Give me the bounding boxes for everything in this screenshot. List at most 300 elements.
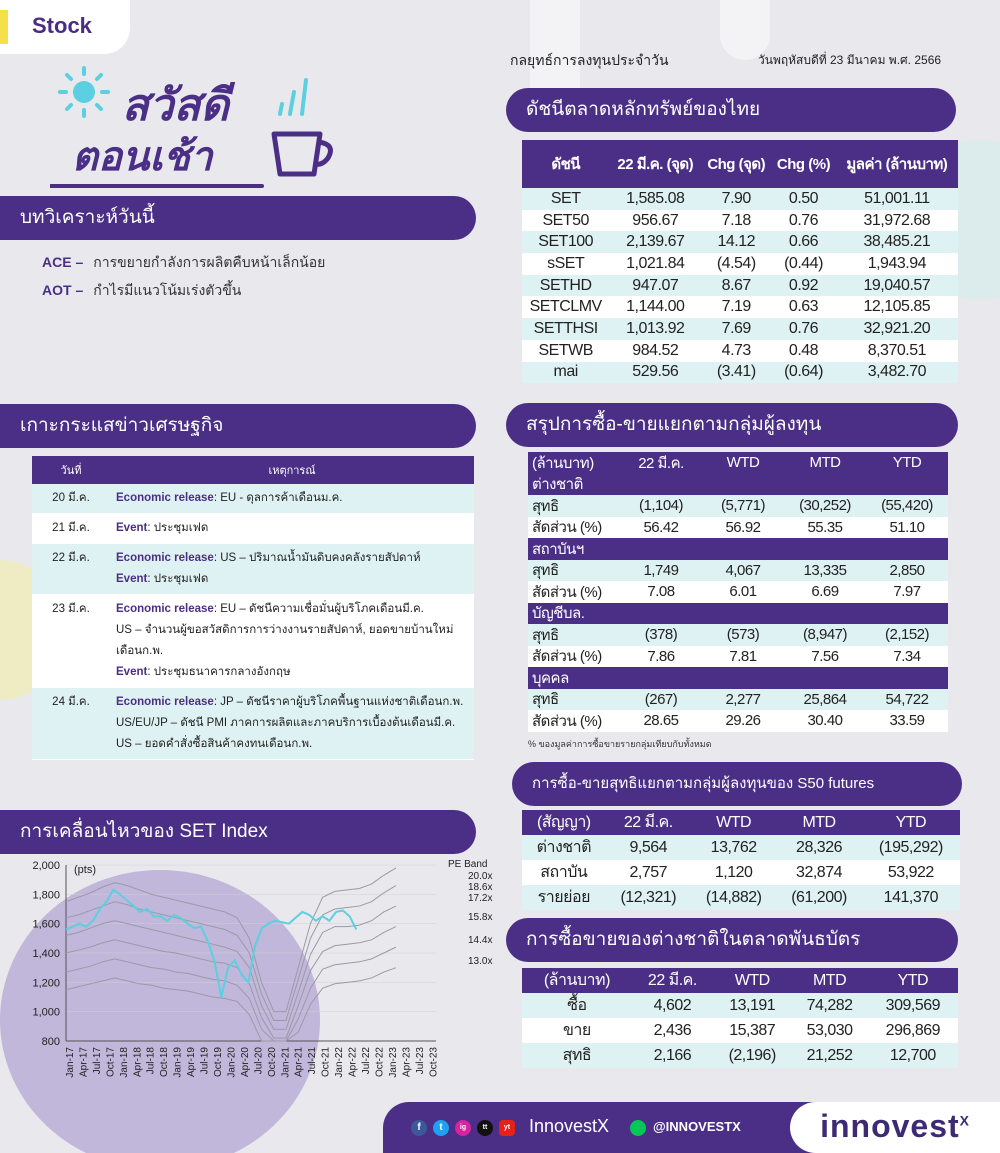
table-cell: (55,420) <box>881 497 933 515</box>
table-cell: 309,569 <box>868 993 958 1018</box>
y-axis-label: (pts) <box>74 864 96 876</box>
sector-row <box>528 517 948 539</box>
table-row <box>522 1018 958 1043</box>
table-cell: 22 มี.ค. <box>638 454 684 472</box>
x-tick-label: Oct-22 <box>374 1047 386 1078</box>
table-cell: 7.90 <box>701 188 771 210</box>
analysis-title: บทวิเคราะห์วันนี้ <box>20 207 155 228</box>
table-cell: 28.65 <box>643 712 679 730</box>
column-header: Chg (จุด) <box>701 140 771 188</box>
stock-tab <box>0 0 130 54</box>
column-header: (ล้านบาท) <box>522 968 632 993</box>
table-cell: 25,864 <box>803 690 847 708</box>
futures-header <box>512 762 962 806</box>
table-cell: SETHD <box>522 275 609 297</box>
table-row <box>522 340 958 362</box>
table-cell: 1,749 <box>643 561 679 579</box>
news-date: 22 มี.ค. <box>32 544 110 595</box>
pe-band-label: 17.2x <box>468 893 493 904</box>
news-row <box>32 544 474 595</box>
x-tick-label: Jan-23 <box>387 1047 399 1078</box>
table-cell: SETWB <box>522 340 609 362</box>
table-cell: 51.10 <box>889 518 925 536</box>
table-row <box>522 188 958 210</box>
column-header: MTD <box>776 810 861 835</box>
table-row <box>522 993 958 1018</box>
news-date: 21 มี.ค. <box>32 514 110 544</box>
news-text: US – ยอดคำสั่งซื้อสินค้าคงทนเดือนก.พ. <box>116 738 313 750</box>
news-text: : EU - ดุลการค้าเดือนม.ค. <box>213 492 343 504</box>
table-cell: 74,282 <box>791 993 867 1018</box>
sector-row <box>528 495 948 517</box>
x-tick-label: Jul-19 <box>199 1047 211 1075</box>
thai-index-header <box>506 88 956 132</box>
table-cell: 0.50 <box>771 188 835 210</box>
table-cell: 0.76 <box>771 210 835 232</box>
x-tick-label: Jul-22 <box>361 1047 372 1075</box>
table-row <box>522 362 958 384</box>
news-events <box>110 688 474 760</box>
table-cell: 1,120 <box>691 860 776 885</box>
table-cell: SETTHSI <box>522 318 609 340</box>
x-tick-label: Jan-17 <box>65 1047 76 1078</box>
table-cell: (2,196) <box>713 1043 791 1068</box>
news-text: : US – ปริมาณน้ำมันดิบคงคลังรายสัปดาห์ <box>213 552 421 564</box>
news-line <box>116 662 468 683</box>
coffee-cup-icon <box>274 134 330 174</box>
news-tag: Event <box>116 573 148 585</box>
table-cell: (0.44) <box>771 253 835 275</box>
table-cell: (4.54) <box>701 253 771 275</box>
bonds-table <box>522 968 958 1068</box>
table-cell: ขาย <box>522 1018 632 1043</box>
table-cell: 947.07 <box>609 275 701 297</box>
table-header-row <box>522 140 958 188</box>
table-cell: 7.08 <box>647 583 675 601</box>
pe-band-legend-title: PE Band <box>448 859 488 870</box>
table-cell: 7.56 <box>811 647 839 665</box>
analysis-item[interactable] <box>42 252 325 274</box>
pe-band-line <box>66 968 396 1041</box>
sector-row <box>528 560 948 582</box>
sector-row <box>528 646 948 668</box>
table-cell: 6.01 <box>729 583 757 601</box>
table-row <box>522 210 958 232</box>
sector-table <box>528 452 948 732</box>
news-line <box>116 518 468 539</box>
news-tag: Event <box>116 666 148 678</box>
table-header-row <box>32 456 474 484</box>
sector-row <box>528 581 948 603</box>
pe-band-line <box>66 906 396 1029</box>
column-header: (สัญญา) <box>522 810 606 835</box>
set-chart-header <box>0 810 476 854</box>
table-cell: MTD <box>809 454 841 472</box>
table-cell: 0.76 <box>771 318 835 340</box>
thai-index-title: ดัชนีตลาดหลักทรัพย์ของไทย <box>526 99 761 120</box>
table-cell: 15,387 <box>713 1018 791 1043</box>
table-cell: 56.92 <box>725 518 761 536</box>
x-tick-label: Apr-19 <box>186 1047 198 1078</box>
table-cell: สัดส่วน (%) <box>532 648 602 666</box>
table-cell: 12,700 <box>868 1043 958 1068</box>
table-cell: 4,602 <box>632 993 713 1018</box>
table-cell: รายย่อย <box>522 885 606 910</box>
news-text: : JP – ดัชนีราคาผู้บริโภคพื้นฐานแห่งชาติเดือนก.พ. <box>213 696 464 708</box>
table-row <box>522 835 960 860</box>
news-line <box>116 713 468 734</box>
table-cell: 32,921.20 <box>836 318 958 340</box>
thai-index-table <box>522 140 958 383</box>
set-index-chart <box>24 855 494 1090</box>
table-cell: สัดส่วน (%) <box>532 519 602 537</box>
table-cell: สัดส่วน (%) <box>532 583 602 601</box>
news-date: 23 มี.ค. <box>32 595 110 688</box>
table-cell: สุทธิ <box>522 1043 632 1068</box>
table-cell: (1,104) <box>638 497 684 515</box>
table-cell: 2,850 <box>889 561 925 579</box>
x-tick-label: Oct-19 <box>213 1047 224 1078</box>
x-tick-label: Jul-23 <box>414 1047 426 1075</box>
table-cell: 1,943.94 <box>836 253 958 275</box>
table-cell: (12,321) <box>606 885 691 910</box>
table-cell: (267) <box>644 690 678 708</box>
y-tick-label: 1,600 <box>32 918 60 931</box>
news-tag: Economic release <box>116 696 214 708</box>
sector-row <box>528 452 948 474</box>
x-tick-label: Jul-21 <box>307 1047 319 1075</box>
table-cell: 7.19 <box>701 296 771 318</box>
table-header-row <box>522 968 958 993</box>
table-cell: SET100 <box>522 231 609 253</box>
table-cell: 21,252 <box>791 1043 867 1068</box>
table-cell: 29.26 <box>725 712 761 730</box>
table-cell: 7.81 <box>729 647 757 665</box>
innovestx-logo <box>820 1108 970 1145</box>
analysis-header <box>0 196 476 240</box>
footer <box>383 1102 1000 1153</box>
table-cell: 7.34 <box>893 647 921 665</box>
analysis-text: กำไรมีแนวโน้มเร่งตัวขึ้น <box>93 282 242 298</box>
table-cell: 1,013.92 <box>609 318 701 340</box>
sector-row <box>528 710 948 732</box>
sector-group-label: สถาบันฯ <box>528 538 948 560</box>
table-cell: 9,564 <box>606 835 691 860</box>
sector-note: % ของมูลค่าการซื้อขายรายกลุ่มเทียบกับทั้งหมด <box>528 739 712 749</box>
table-cell: 1,021.84 <box>609 253 701 275</box>
analysis-code: AOT – <box>42 282 84 298</box>
news-text: : ประชุมธนาคารกลางอังกฤษ <box>147 666 291 678</box>
sun-icon <box>60 68 108 116</box>
news-row <box>32 688 474 760</box>
column-header: มูลค่า (ล้านบาท) <box>836 140 958 188</box>
news-text: US/EU/JP – ดัชนี PMI ภาคการผลิตและภาคบริการเบื้องต้นเดือนมี.ค. <box>116 717 456 729</box>
table-cell: YTD <box>892 454 922 472</box>
table-cell: 296,869 <box>868 1018 958 1043</box>
column-header: 22 มี.ค. <box>632 968 713 993</box>
table-cell: 7.18 <box>701 210 771 232</box>
table-cell: สุทธิ <box>532 691 559 709</box>
sector-group-label: ต่างชาติ <box>528 474 948 496</box>
x-tick-label: Oct-18 <box>159 1047 171 1078</box>
twitter-icon[interactable]: t <box>433 1120 449 1136</box>
x-tick-label: Apr-23 <box>401 1047 413 1078</box>
instagram-icon[interactable]: ig <box>455 1120 471 1136</box>
news-row <box>32 595 474 688</box>
table-row <box>522 1043 958 1068</box>
table-cell: 8.67 <box>701 275 771 297</box>
greeting-line2: ตอนเช้า <box>72 135 213 179</box>
line-icon[interactable] <box>630 1120 646 1136</box>
news-events <box>110 484 474 514</box>
analysis-code: ACE – <box>42 254 84 270</box>
x-tick-label: Oct-17 <box>105 1047 117 1078</box>
table-cell: 55.35 <box>807 518 843 536</box>
sector-row <box>528 689 948 711</box>
x-tick-label: Apr-22 <box>347 1047 359 1078</box>
table-cell: 2,757 <box>606 860 691 885</box>
news-row <box>32 484 474 514</box>
table-cell: 984.52 <box>609 340 701 362</box>
column-header: Chg (%) <box>771 140 835 188</box>
table-cell: mai <box>522 362 609 384</box>
news-row <box>32 514 474 544</box>
x-tick-label: Oct-20 <box>266 1047 278 1078</box>
sector-header <box>506 403 958 447</box>
analysis-item[interactable] <box>42 280 241 302</box>
table-cell: 14.12 <box>701 231 771 253</box>
column-header: 22 มี.ค. (จุด) <box>609 140 701 188</box>
greeting-logo <box>50 62 350 192</box>
table-cell: 12,105.85 <box>836 296 958 318</box>
table-cell: 0.92 <box>771 275 835 297</box>
table-cell: (30,252) <box>799 497 851 515</box>
set-chart-title: การเคลื่อนไหวของ SET Index <box>20 821 268 842</box>
table-cell: 2,139.67 <box>609 231 701 253</box>
footer-handle[interactable]: @INNOVESTX <box>653 1119 741 1134</box>
bonds-title: การซื้อขายของต่างชาติในตลาดพันธบัตร <box>526 929 861 950</box>
table-cell: 51,001.11 <box>836 188 958 210</box>
news-text: : ประชุมเฟด <box>147 522 209 534</box>
x-tick-label: Jul-20 <box>253 1047 265 1075</box>
news-events <box>110 544 474 595</box>
table-cell: 30.40 <box>807 712 843 730</box>
page-title: กลยุทธ์การลงทุนประจำวัน <box>510 52 669 68</box>
youtube-icon[interactable]: yt <box>499 1120 515 1136</box>
table-cell: (3.41) <box>701 362 771 384</box>
x-tick-label: Oct-23 <box>428 1047 440 1078</box>
table-cell: 38,485.21 <box>836 231 958 253</box>
sector-row <box>528 624 948 646</box>
y-tick-label: 1,400 <box>32 948 60 960</box>
table-cell: 7.97 <box>893 583 921 601</box>
news-text: US – จำนวนผู้ขอสวัสดิการการว่างงานรายสัปดาห์, ยอดขายบ้านใหม่เดือนก.พ. <box>116 624 454 657</box>
table-cell: 56.42 <box>643 518 679 536</box>
column-header: WTD <box>691 810 776 835</box>
sector-title: สรุปการซื้อ-ขายแยกตามกลุ่มผู้ลงทุน <box>526 414 822 435</box>
table-cell: 4,067 <box>725 561 761 579</box>
column-header: วันที่ <box>32 456 110 484</box>
news-date: 20 มี.ค. <box>32 484 110 514</box>
bonds-body <box>522 993 958 1068</box>
logo-sup: X <box>959 1112 970 1129</box>
table-cell: 0.48 <box>771 340 835 362</box>
futures-body <box>522 835 960 910</box>
pe-band-label: 13.0x <box>468 956 493 967</box>
table-cell: 53,922 <box>862 860 960 885</box>
logo-box <box>790 1102 1000 1153</box>
news-events <box>110 595 474 688</box>
column-header: YTD <box>862 810 960 835</box>
table-cell: (61,200) <box>776 885 861 910</box>
table-cell: SET <box>522 188 609 210</box>
table-cell: สุทธิ <box>532 626 559 644</box>
futures-title: การซื้อ-ขายสุทธิแยกตามกลุ่มผู้ลงทุนของ S50 futures <box>532 775 875 792</box>
logo-text: innovest <box>820 1108 960 1144</box>
table-header-row <box>522 810 960 835</box>
table-cell: 1,585.08 <box>609 188 701 210</box>
news-line <box>116 692 468 713</box>
table-cell: sSET <box>522 253 609 275</box>
table-cell: 13,335 <box>803 561 847 579</box>
x-tick-label: Apr-20 <box>239 1047 251 1078</box>
futures-table <box>522 810 960 910</box>
y-tick-label: 1,200 <box>32 977 60 990</box>
table-cell: (14,882) <box>691 885 776 910</box>
x-tick-label: Jan-22 <box>334 1047 346 1078</box>
table-cell: (ล้านบาท) <box>532 454 594 472</box>
table-row <box>522 253 958 275</box>
table-cell: 28,326 <box>776 835 861 860</box>
table-cell: 6.69 <box>811 583 839 601</box>
news-tag: Event <box>116 522 148 534</box>
news-text: : EU – ดัชนีความเชื่อมั่นผู้บริโภคเดือนมี.ค. <box>213 603 424 615</box>
pe-band-label: 20.0x <box>468 871 493 882</box>
bonds-header <box>506 918 958 962</box>
table-cell: 4.73 <box>701 340 771 362</box>
pe-band-line <box>66 947 396 1041</box>
table-cell: 3,482.70 <box>836 362 958 384</box>
table-cell: 54,722 <box>885 690 929 708</box>
news-line <box>116 599 468 620</box>
table-row <box>522 318 958 340</box>
table-row <box>522 231 958 253</box>
y-tick-label: 1,800 <box>32 889 60 902</box>
steam-icon <box>280 80 306 114</box>
news-tag: Economic release <box>116 492 214 504</box>
x-tick-label: Apr-17 <box>78 1047 90 1078</box>
table-cell: 33.59 <box>889 712 925 730</box>
table-cell: 7.86 <box>647 647 675 665</box>
x-tick-label: Jan-21 <box>280 1047 292 1078</box>
table-cell: 8,370.51 <box>836 340 958 362</box>
column-header: WTD <box>713 968 791 993</box>
y-tick-label: 1,000 <box>32 1006 60 1019</box>
table-row <box>522 860 960 885</box>
table-cell: (5,771) <box>720 497 766 515</box>
table-cell: 31,972.68 <box>836 210 958 232</box>
table-cell: 956.67 <box>609 210 701 232</box>
table-cell: (195,292) <box>862 835 960 860</box>
news-text: : ประชุมเฟด <box>147 573 209 585</box>
table-cell: สถาบัน <box>522 860 606 885</box>
news-tag: Economic release <box>116 603 214 615</box>
table-cell: สุทธิ <box>532 562 559 580</box>
stock-tab-accent <box>0 10 8 44</box>
table-cell: (378) <box>644 626 678 644</box>
table-cell: 2,166 <box>632 1043 713 1068</box>
column-header: YTD <box>868 968 958 993</box>
x-tick-label: Jul-18 <box>145 1047 157 1075</box>
y-tick-label: 2,000 <box>32 860 60 872</box>
table-row <box>522 296 958 318</box>
table-cell: 141,370 <box>862 885 960 910</box>
table-row <box>522 275 958 297</box>
footer-brand[interactable]: InnovestX <box>529 1116 610 1136</box>
column-header: ดัชนี <box>522 140 609 188</box>
column-header: MTD <box>791 968 867 993</box>
table-cell: 2,277 <box>725 690 761 708</box>
table-cell: (8,947) <box>802 626 848 644</box>
table-cell: ต่างชาติ <box>522 835 606 860</box>
x-tick-label: Apr-18 <box>132 1047 144 1078</box>
table-cell: ซื้อ <box>522 993 632 1018</box>
news-body <box>32 484 474 760</box>
tiktok-icon[interactable]: tt <box>477 1120 493 1136</box>
x-tick-label: Oct-21 <box>320 1047 332 1078</box>
table-cell: สัดส่วน (%) <box>532 712 602 730</box>
table-cell: 13,762 <box>691 835 776 860</box>
table-cell: SETCLMV <box>522 296 609 318</box>
x-tick-label: Jan-18 <box>118 1047 130 1078</box>
pe-band-label: 14.4x <box>468 935 493 946</box>
table-cell: 32,874 <box>776 860 861 885</box>
table-cell: 53,030 <box>791 1018 867 1043</box>
column-header: 22 มี.ค. <box>606 810 691 835</box>
x-tick-label: Jul-17 <box>91 1047 103 1075</box>
sector-group-label: บุคคล <box>528 667 948 689</box>
table-row <box>522 885 960 910</box>
greeting-line1: สวัสดี <box>122 81 229 130</box>
pe-band-label: 18.6x <box>468 882 493 893</box>
news-table <box>32 456 474 760</box>
table-cell: 2,436 <box>632 1018 713 1043</box>
news-line <box>116 734 468 755</box>
stock-tab-label: Stock <box>32 13 92 38</box>
table-cell: SET50 <box>522 210 609 232</box>
news-date: 24 มี.ค. <box>32 688 110 760</box>
table-cell: (573) <box>726 626 760 644</box>
y-tick-label: 800 <box>41 1036 60 1048</box>
news-events <box>110 514 474 544</box>
table-cell: (2,152) <box>884 626 930 644</box>
news-header <box>0 404 476 448</box>
column-header: เหตุการณ์ <box>110 456 474 484</box>
table-cell: 19,040.57 <box>836 275 958 297</box>
x-tick-label: Jan-20 <box>226 1047 238 1078</box>
news-line <box>116 548 468 569</box>
news-line <box>116 488 468 509</box>
news-tag: Economic release <box>116 552 214 564</box>
pe-band-label: 15.8x <box>468 912 493 923</box>
thai-index-body <box>522 188 958 383</box>
x-tick-label: Jan-19 <box>172 1047 184 1078</box>
table-cell: 1,144.00 <box>609 296 701 318</box>
facebook-icon[interactable]: f <box>411 1120 427 1136</box>
table-cell: WTD <box>726 454 760 472</box>
news-line <box>116 620 468 662</box>
table-cell: 7.69 <box>701 318 771 340</box>
